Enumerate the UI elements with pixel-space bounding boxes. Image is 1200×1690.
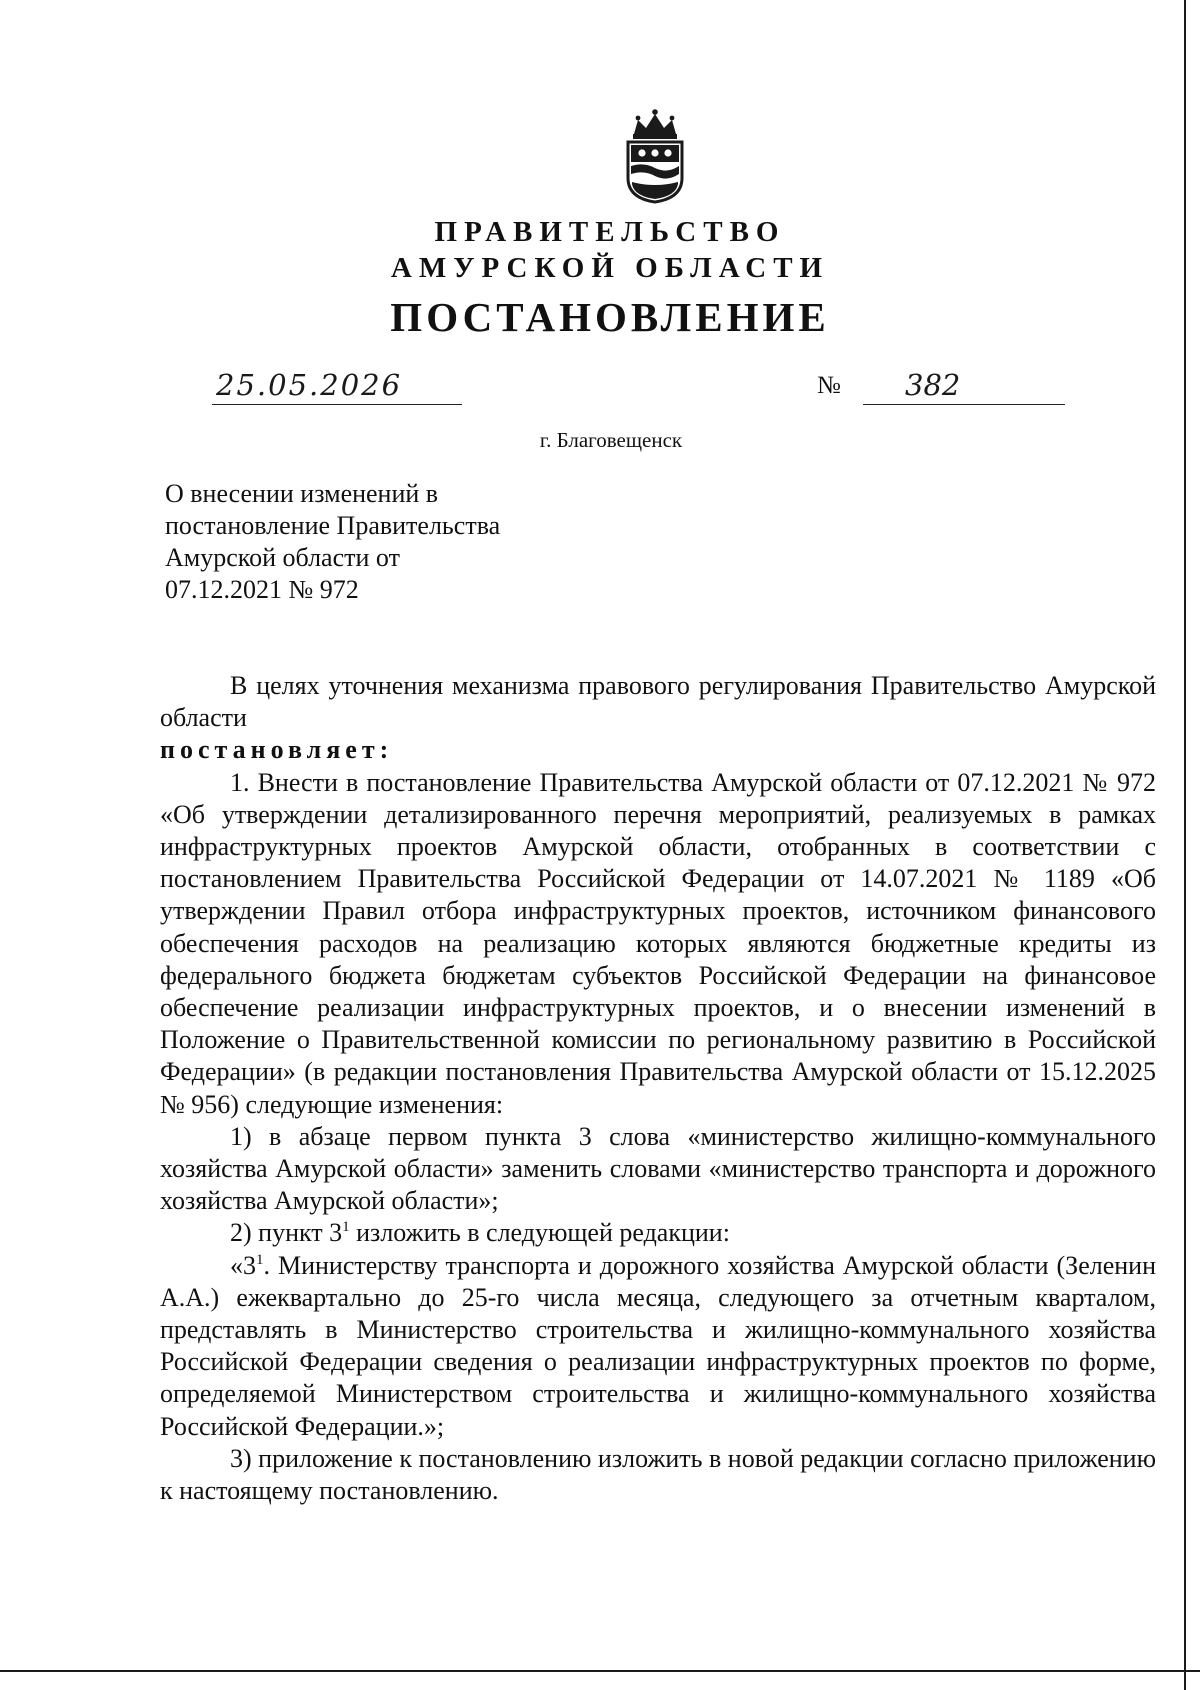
superscript-marker: 1 <box>342 1219 350 1236</box>
subject-line: О внесении изменений в <box>165 479 439 508</box>
quoted-clause-text: . Министерству транспорта и дорожного хозяйства Амурской области (Зеленин А.А.) ежеквартально до 25-го числа месяца, следующего за отчетным кварталом, представлять в Министерство строительства и жилищно-коммунального хозяйства Российской Федерации сведения о реализации инфраструктурных проектов по форме, определяемой Министерством строительства и жилищно-коммунального хозяйства Российской Федерации.»; <box>160 1250 1156 1441</box>
subitem-2-paragraph <box>160 1217 1156 1249</box>
handwritten-date: 25.05.2026 <box>216 368 403 402</box>
date-field <box>212 364 462 405</box>
subject-line: постановление Правительства <box>165 511 501 540</box>
document-type-title: ПОСТАНОВЛЕНИЕ <box>390 294 830 340</box>
quoted-clause-start: «3 <box>230 1250 256 1280</box>
number-field <box>863 364 1065 405</box>
subitem-1-paragraph: 1) в абзаце первом пункта 3 слова «министерство жилищно-коммунального хозяйства Амурской области» заменить словами «министерство транспорта и дорожного хозяйства Амурской области»; <box>160 1121 1156 1216</box>
quoted-clause-paragraph <box>160 1250 1156 1443</box>
scan-edge-bottom <box>0 1670 1200 1672</box>
region-title: АМУРСКОЙ ОБЛАСТИ <box>390 252 830 284</box>
subitem-2-text-start: 2) пункт 3 <box>230 1218 343 1248</box>
subject-line: 07.12.2021 № 972 <box>165 575 359 604</box>
item-1-paragraph: 1. Внести в постановление Правительства Амурской области от 07.12.2021 № 972 «Об утверждении детализированного перечня мероприятий, реализуемых в рамках инфраструктурных проектов Амурской области, отобранных в соответствии с постановлением Правительства Российской Федерации от 14.07.2021 № 1189 «Об утверждении Правил отбора инфраструктурных проектов, источником финансового обеспечения расходов на реализацию которых являются бюджетные кредиты из федерального бюджета бюджетам субъектов Российской Федерации на финансовое обеспечение реализации инфраструктурных проектов, и о внесении изменений в Положение о Правительственной комиссии по региональному развитию в Российской Федерации» (в редакции постановления Правительства Амурской области от 15.12.2025 № 956) следующие изменения: <box>160 767 1156 1119</box>
city-label: г. Благовещенск <box>539 428 683 452</box>
superscript-marker: 1 <box>256 1251 264 1268</box>
preamble-paragraph: В целях уточнения механизма правового регулирования Правительство Амурской области <box>160 671 1156 733</box>
document-body <box>160 670 1156 1507</box>
resolves-label: постановляет: <box>160 735 394 765</box>
number-sign: № <box>817 372 841 399</box>
handwritten-number: 382 <box>905 368 961 402</box>
amur-region-coat-of-arms-icon <box>620 108 690 204</box>
subject-block <box>165 478 605 606</box>
subitem-3-paragraph: 3) приложение к постановлению изложить в новой редакции согласно приложению к настоящему постановлению. <box>160 1443 1156 1506</box>
government-title: ПРАВИТЕЛЬСТВО <box>434 216 786 248</box>
subitem-2-text-end: изложить в следующей редакции: <box>349 1218 730 1248</box>
subject-line: Амурской области от <box>165 543 400 572</box>
